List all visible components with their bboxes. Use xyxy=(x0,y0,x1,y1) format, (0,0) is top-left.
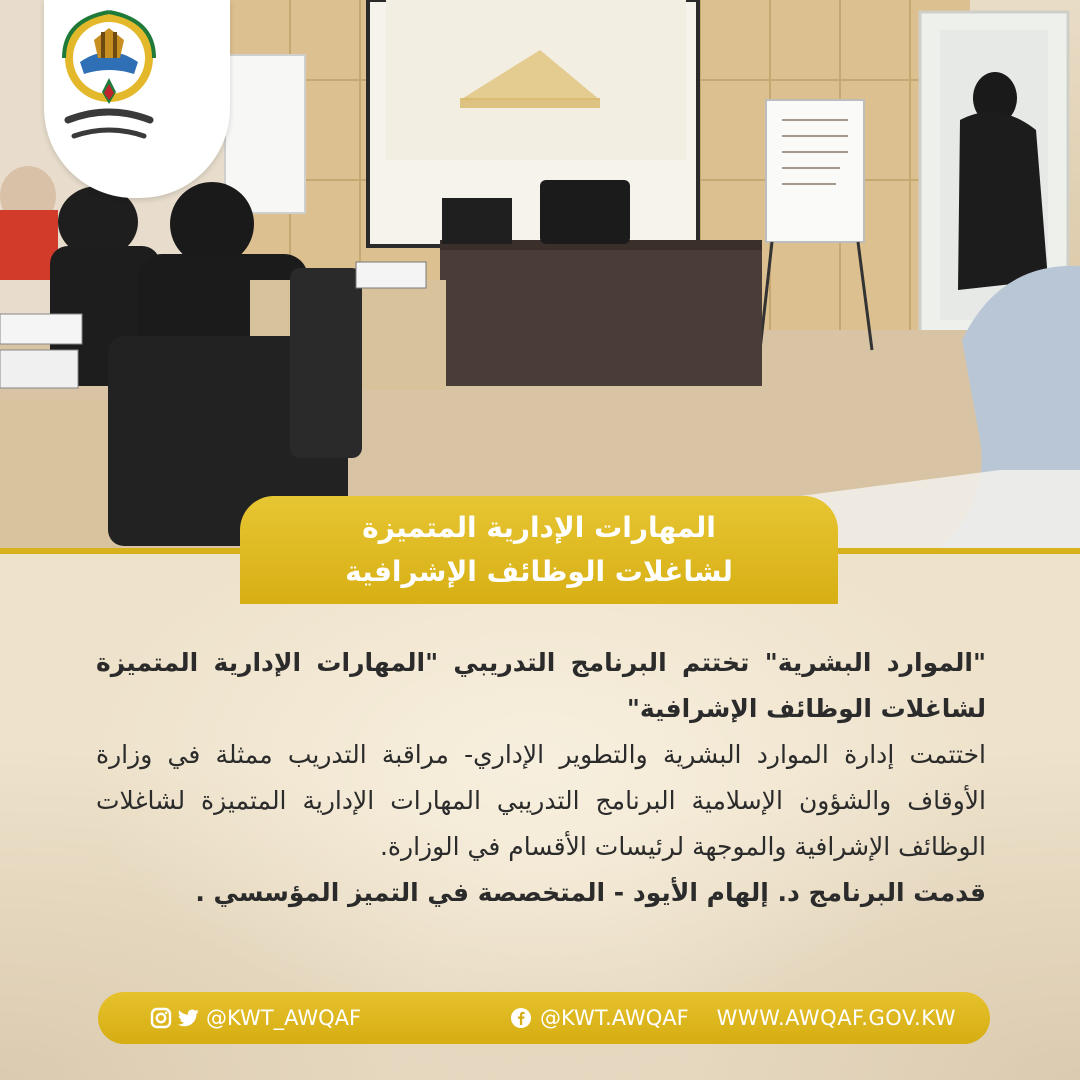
twitter-icon[interactable] xyxy=(178,1007,200,1029)
facebook-handle[interactable]: @KWT.AWQAF xyxy=(540,1006,689,1030)
ministry-emblem-icon xyxy=(44,0,174,150)
instagram-twitter-handle[interactable]: @KWT_AWQAF xyxy=(206,1006,362,1030)
article-headline: "الموارد البشرية" تختتم البرنامج التدريبي "المهارات الإدارية المتميزة لشاغلات الوظائف الإشرافية" xyxy=(96,648,986,723)
article-text xyxy=(96,640,986,916)
instagram-icon[interactable] xyxy=(150,1007,172,1029)
website-link[interactable]: WWW.AWQAF.GOV.KW xyxy=(716,1006,956,1030)
instagram-twitter-link[interactable] xyxy=(150,992,361,1044)
ministry-logo-badge xyxy=(44,0,230,198)
facebook-icon[interactable] xyxy=(510,1007,532,1029)
title-line-2: لشاغلات الوظائف الإشرافية xyxy=(345,555,733,588)
facebook-link[interactable] xyxy=(510,992,689,1044)
article-presenter: قدمت البرنامج د. إلهام الأيود - المتخصصة في التميز المؤسسي . xyxy=(195,878,986,907)
title-banner xyxy=(240,496,838,604)
footer-bar xyxy=(98,992,990,1044)
title-line-1: المهارات الإدارية المتميزة xyxy=(362,511,716,544)
article-body: اختتمت إدارة الموارد البشرية والتطوير الإداري- مراقبة التدريب ممثلة في وزارة الأوقاف والشؤون الإسلامية البرنامج التدريبي المهارات الإدارية المتميزة لشاغلات الوظائف الإشرافية والموجهة لرئيسات الأقسام في الوزارة. xyxy=(96,740,986,861)
